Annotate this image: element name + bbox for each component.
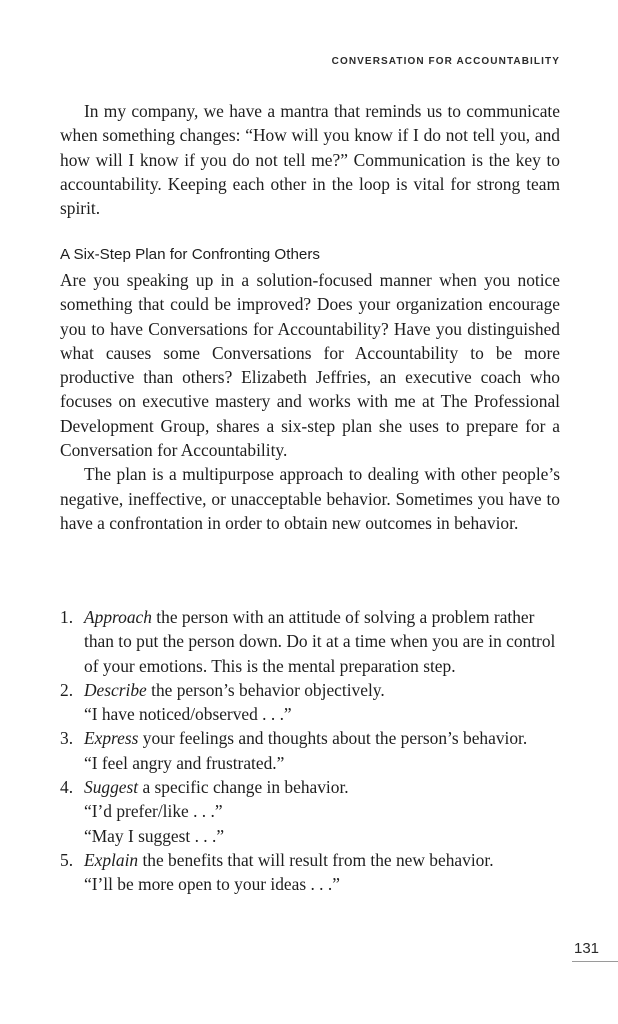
step-keyword: Explain bbox=[84, 849, 139, 870]
step-keyword: Describe bbox=[84, 679, 147, 700]
step-text: the benefits that will result from the new behavior. bbox=[138, 849, 494, 870]
list-item bbox=[60, 605, 560, 678]
section-paragraph-2: The plan is a multipurpose approach to dealing with other people’s negative, ineffective, or unacceptable behavior. Sometimes you have to have a confrontation in order to obtain new outcomes in behavior. bbox=[60, 464, 560, 533]
page-number: 131 bbox=[574, 940, 600, 957]
intro-section bbox=[60, 99, 560, 220]
step-text: your feelings and thoughts about the person’s behavior. bbox=[138, 728, 528, 749]
list-item bbox=[60, 848, 560, 897]
step-number: 1. bbox=[60, 607, 74, 627]
step-keyword: Suggest bbox=[84, 777, 139, 798]
step-quote: “May I suggest . . .” bbox=[84, 825, 225, 846]
step-number: 5. bbox=[60, 849, 74, 870]
list-item bbox=[60, 678, 560, 727]
running-head: CONVERSATION FOR ACCOUNTABILITY bbox=[331, 56, 560, 67]
intro-paragraph: In my company, we have a mantra that reminds us to communicate when something changes: “How will you know if I do not tell you, and how will I know if you do not tell me?” Communication is the key to accountability. Keeping each other in the loop is vital for strong team spirit. bbox=[60, 101, 560, 219]
list-item bbox=[60, 726, 560, 775]
steps-list bbox=[60, 605, 560, 897]
section-paragraph-1: Are you speaking up in a solution-focused manner when you notice something that could be improved? Does your organization encourage you to have Conversations for Accountability? Have you distinguished what causes some Conversations for Accountability to be more productive than others? Elizabeth Jeffries, an executive coach who focuses on executive mastery and works with me at The Professional Development Group, shares a six-step plan she uses to prepare for a Conversation for Accountability. bbox=[60, 270, 560, 461]
step-quote: “I’ll be more open to your ideas . . .” bbox=[84, 874, 340, 895]
step-number: 4. bbox=[60, 777, 74, 798]
step-text: the person with an attitude of solving a problem rather than to put the person down. Do it at a time when you are in control of your emotions. This is the mental preparation step. bbox=[84, 607, 556, 676]
step-number: 3. bbox=[60, 728, 74, 749]
step-number: 2. bbox=[60, 679, 74, 700]
section-body bbox=[60, 268, 560, 535]
step-quote: “I feel angry and frustrated.” bbox=[84, 752, 285, 773]
list-item bbox=[60, 775, 560, 848]
section-heading: A Six-Step Plan for Confronting Others bbox=[60, 246, 321, 263]
step-text: the person’s behavior objectively. bbox=[146, 679, 385, 700]
step-keyword: Approach bbox=[84, 607, 152, 627]
step-quote: “I have noticed/observed . . .” bbox=[84, 704, 292, 725]
step-text: a specific change in behavior. bbox=[138, 777, 349, 798]
step-keyword: Express bbox=[84, 728, 139, 749]
step-quote: “I’d prefer/like . . .” bbox=[84, 801, 223, 822]
page-number-rule bbox=[572, 961, 618, 962]
